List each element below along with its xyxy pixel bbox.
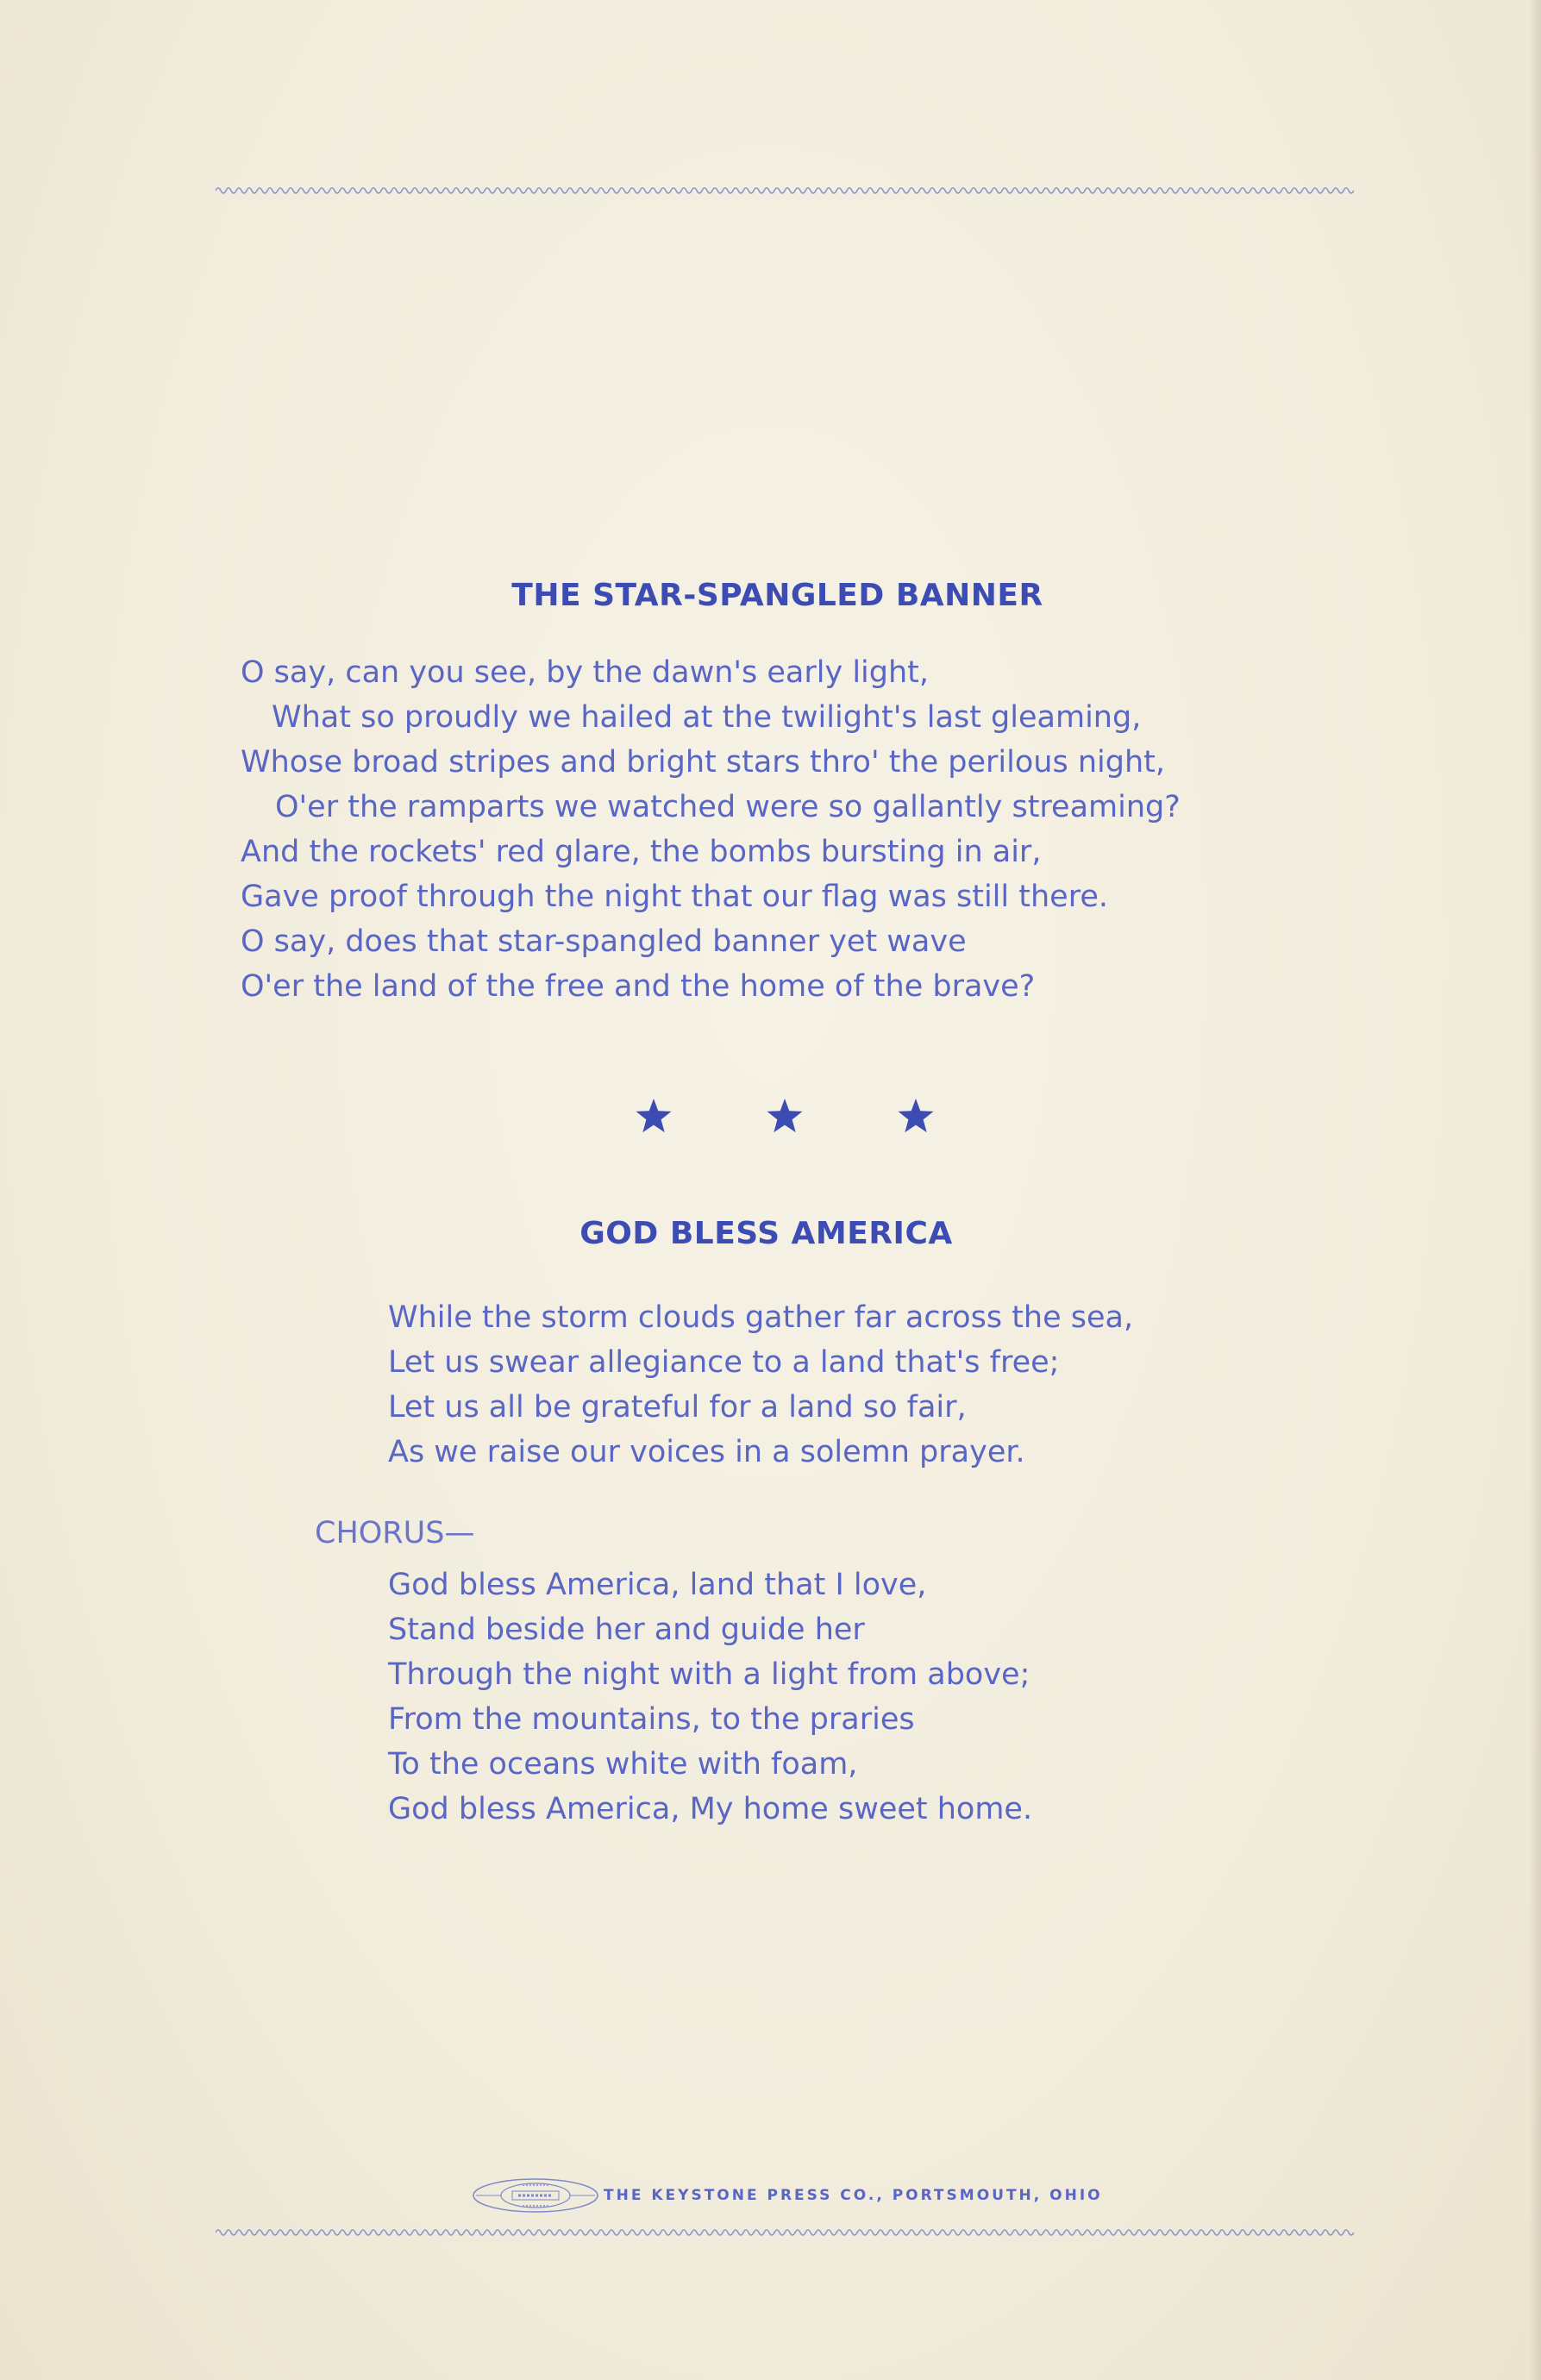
chorus-line: Through the night with a light from above; [388,1657,1030,1692]
page-edge-shadow [1529,0,1541,2380]
imprint-text: THE KEYSTONE PRESS CO., PORTSMOUTH, OHIO [604,2187,1103,2204]
hymn-verse-line: As we raise our voices in a solemn prayer. [388,1435,1025,1469]
hymn-verse-line: Let us all be grateful for a land so fair, [388,1390,967,1425]
bottom-wavy-rule [216,2227,1354,2239]
printer-imprint [471,2176,1103,2214]
chorus-line: From the mountains, to the praries [388,1702,915,1737]
top-wavy-rule [216,185,1354,197]
union-label-seal-icon [471,2176,600,2214]
anthem-line: Gave proof through the night that our flag was still there. [241,880,1108,914]
chorus-label: CHORUS— [315,1516,475,1550]
hymn-verse-line: Let us swear allegiance to a land that's free; [388,1345,1060,1380]
chorus-line: To the oceans white with foam, [388,1747,858,1782]
star-icon [897,1097,935,1135]
anthem-line: And the rockets' red glare, the bombs bursting in air, [241,835,1042,869]
anthem-line: Whose broad stripes and bright stars thro' the perilous night, [241,745,1165,780]
hymn-title: GOD BLESS AMERICA [579,1216,953,1251]
chorus-line: Stand beside her and guide her [388,1613,865,1647]
anthem-line: O'er the ramparts we watched were so gallantly streaming? [275,790,1181,824]
anthem-line: O say, can you see, by the dawn's early light, [241,655,930,690]
anthem-line: O'er the land of the free and the home of the brave? [241,969,1036,1004]
star-icon [635,1097,673,1135]
anthem-line: What so proudly we hailed at the twilight's last gleaming, [272,700,1142,735]
chorus-line: God bless America, land that I love, [388,1568,927,1602]
anthem-title: THE STAR-SPANGLED BANNER [511,578,1043,613]
anthem-line: O say, does that star-spangled banner yet wave [241,924,967,959]
chorus-line: God bless America, My home sweet home. [388,1792,1033,1826]
star-ornament [0,1097,1541,1145]
hymn-verse-line: While the storm clouds gather far across the sea, [388,1300,1134,1335]
star-icon [766,1097,804,1135]
